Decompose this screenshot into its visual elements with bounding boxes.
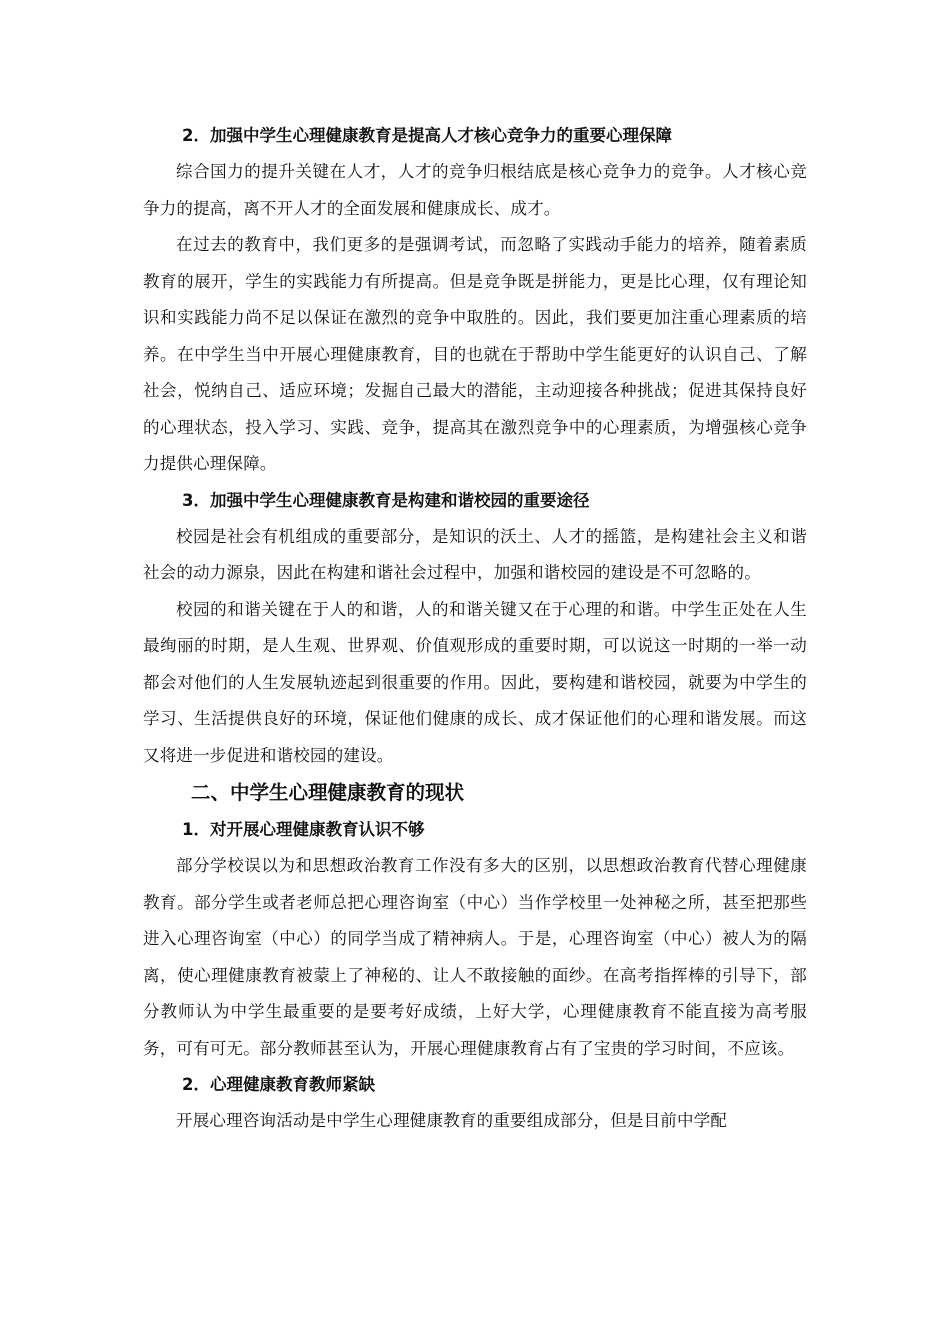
paragraph: 校园是社会有机组成的重要部分，是知识的沃土、人才的摇篮，是构建社会主义和谐社会的动力源泉，因此在构建和谐社会过程中，加强和谐校园的建设是不可忽略的。 [143,526,807,582]
paragraph: 在过去的教育中，我们更多的是强调考试，而忽略了实践动手能力的培养，随着素质教育的展开，学生的实践能力有所提高。但是竞争既是拼能力，更是比心理，仅有理论知识和实践能力尚不足以保证在激烈的竞争中取胜的。因此，我们要更加注重心理素质的培养。在中学生当中开展心理健康教育，目的也就在于帮助中学生能更好的认识自己、了解社会，悦纳自己、适应环境；发掘自己最大的潜能，主动迎接各种挑战；促进其保持良好的心理状态，投入学习、实践、竞争，提高其在激烈竞争中的心理素质，为增强核心竞争力提供心理保障。 [143,235,807,473]
subheading-2: 2．加强中学生心理健康教育是提高人才核心竞争力的重要心理保障 [182,126,672,145]
subheading-3: 3．加强中学生心理健康教育是构建和谐校园的重要途径 [182,490,590,510]
document-page [143,118,807,1140]
paragraph: 开展心理咨询活动是中学生心理健康教育的重要组成部分，但是目前中学配 [176,1111,728,1130]
paragraph: 校园的和谐关键在于人的和谐，人的和谐关键又在于心理的和谐。中学生正处在人生最绚丽的时期，是人生观、世界观、价值观形成的重要时期，可以说这一时期的一举一动都会对他们的人生发展轨迹起到很重要的作用。因此，要构建和谐校园，就要为中学生的学习、生活提供良好的环境，保证他们健康的成长、成才保证他们的心理和谐发展。而这又将进一步促进和谐校园的建设。 [143,599,807,765]
section-heading: 二、中学生心理健康教育的现状 [191,781,465,804]
subheading-1: 1．对开展心理健康教育认识不够 [182,820,425,839]
paragraph: 部分学校误以为和思想政治教育工作没有多大的区别，以思想政治教育代替心理健康教育。部分学生或者老师总把心理咨询室（中心）当作学校里一处神秘之所，甚至把那些进入心理咨询室（中心）的同学当成了精神病人。于是，心理咨询室（中心）被人为的隔离，使心理健康教育被蒙上了神秘的、让人不敢接触的面纱。在高考指挥棒的引导下，部分教师认为中学生最重要的是要考好成绩，上好大学，心理健康教育不能直接为高考服务，可有可无。部分教师甚至认为，开展心理健康教育占有了宝贵的学习时间，不应该。 [143,856,807,1058]
subheading-2b: 2．心理健康教育教师紧缺 [182,1075,375,1094]
paragraph: 综合国力的提升关键在人才，人才的竞争归根结底是核心竞争力的竞争。人才核心竞争力的提高，离不开人才的全面发展和健康成长、成才。 [143,162,807,218]
